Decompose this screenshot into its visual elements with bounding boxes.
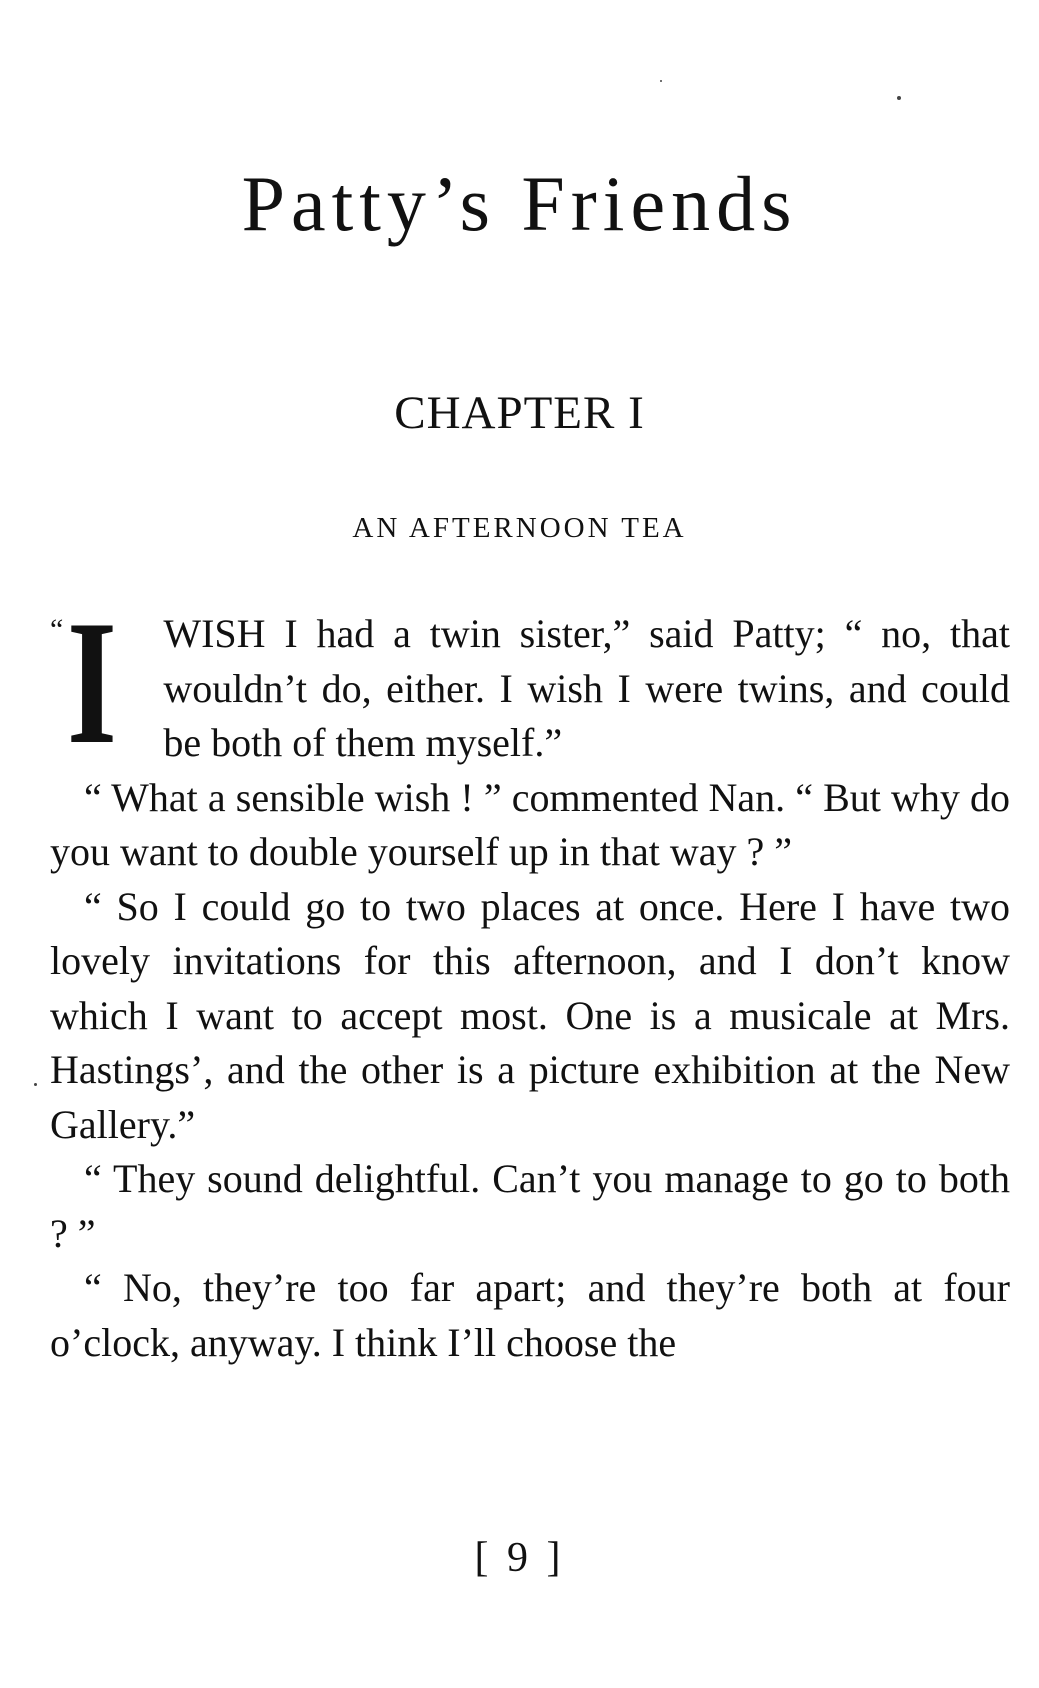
print-speck <box>660 80 662 82</box>
paragraph <box>50 583 1010 781</box>
page-number: [ 9 ] <box>474 1535 565 1581</box>
drop-cap: I <box>67 583 118 781</box>
book-title: Patty’s Friends <box>241 160 798 247</box>
print-speck <box>34 1083 37 1086</box>
paragraph: “ What a sensible wish ! ” commented Nan. “ But why do you want to double yourself up in that way ? ” <box>50 774 1010 874</box>
paragraph: “ No, they’re too far apart; and they’re both at four o’clock, anyway. I think I’ll choose the <box>50 1265 1010 1365</box>
chapter-title: AN AFTERNOON TEA <box>352 512 687 544</box>
paragraph: “ So I could go to two places at once. Here I have two lovely invitations for this afternoon, and I don’t know which I want to accept most. One is a musicale at Mrs. Hastings’, and the other is a picture exhibition at the New Gallery.” <box>50 883 1010 1147</box>
opening-quote: “ <box>50 613 64 646</box>
chapter-body <box>50 583 1010 1370</box>
print-speck <box>897 96 901 100</box>
paragraph: “ They sound delightful. Can’t you manage to go to both ? ” <box>50 1156 1010 1256</box>
paragraph-text: WISH I had a twin sister,” said Patty; “ no, that wouldn’t do, either. I wish I were twins, and could be both of them myself.” <box>163 611 1010 765</box>
chapter-number: CHAPTER I <box>394 387 645 439</box>
